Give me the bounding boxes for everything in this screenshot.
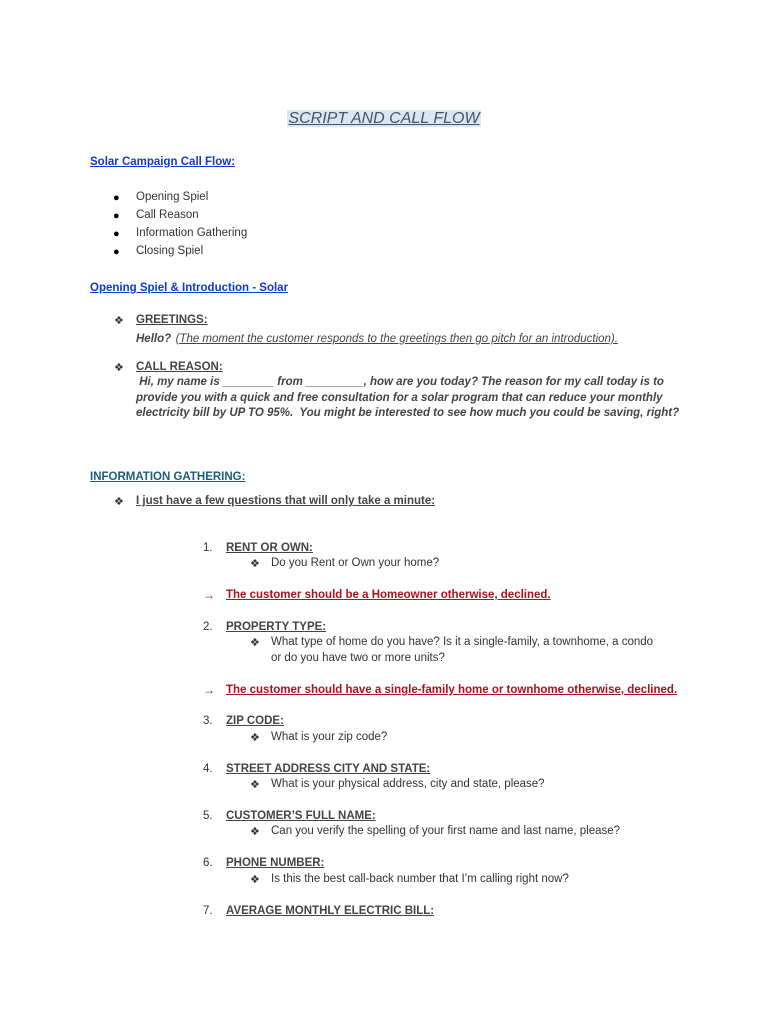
question-label: STREET ADDRESS CITY AND STATE:	[226, 763, 431, 775]
diamond-bullet-icon: ❖	[114, 362, 124, 374]
arrow-right-icon: →	[203, 588, 215, 602]
question-number: 3.	[203, 715, 213, 727]
call-reason-line: electricity bill by UP TO 95%. You might be interested to see how much you could be saving, right?	[136, 407, 680, 419]
question-number: 2.	[203, 621, 213, 633]
question-number: 6.	[203, 857, 213, 869]
call-reason-label: CALL REASON:	[136, 361, 223, 373]
greetings-label: GREETINGS:	[136, 314, 208, 326]
arrow-right-icon: →	[203, 683, 215, 697]
question-text: What is your physical address, city and state, please?	[271, 778, 545, 790]
question-text: What type of home do you have? Is it a single-family, a townhome, a condo	[271, 636, 654, 648]
greetings-note: (The moment the customer responds to the greetings then go pitch for an introduction).	[175, 333, 618, 345]
question-number: 4.	[203, 763, 213, 775]
diamond-bullet-icon: ❖	[250, 826, 260, 838]
call-flow-item: Information Gathering	[136, 227, 248, 239]
call-flow-item: Opening Spiel	[136, 191, 209, 203]
bullet-dot-icon: ●	[113, 246, 120, 258]
question-text: Do you Rent or Own your home?	[271, 557, 440, 569]
diamond-bullet-icon: ❖	[250, 558, 260, 570]
bullet-dot-icon: ●	[113, 228, 120, 240]
diamond-bullet-icon: ❖	[114, 496, 124, 508]
page-title-container	[0, 110, 768, 128]
question-number: 5.	[203, 810, 213, 822]
call-flow-item: Call Reason	[136, 209, 199, 221]
opening-heading[interactable]: Opening Spiel & Introduction - Solar	[90, 282, 289, 294]
owner-requirement-note: The customer should be a Homeowner otherwise, declined.	[226, 589, 551, 601]
call-flow-heading[interactable]: Solar Campaign Call Flow:	[90, 156, 236, 168]
diamond-bullet-icon: ❖	[250, 874, 260, 886]
bullet-dot-icon: ●	[113, 210, 120, 222]
question-label: RENT OR OWN:	[226, 542, 313, 554]
property-requirement-note: The customer should have a single-family home or townhome otherwise, declined.	[226, 684, 678, 696]
page-title: SCRIPT AND CALL FLOW	[288, 110, 480, 127]
diamond-bullet-icon: ❖	[250, 779, 260, 791]
question-text-continued: or do you have two or more units?	[271, 652, 445, 664]
question-label: ZIP CODE:	[226, 715, 284, 727]
question-number: 1.	[203, 542, 213, 554]
question-number: 7.	[203, 905, 213, 917]
call-reason-line: provide you with a quick and free consultation for a solar program that can reduce your monthly	[136, 392, 663, 404]
call-reason-line: Hi, my name is ________ from _________, how are you today? The reason for my call today is to	[136, 376, 664, 388]
info-intro: I just have a few questions that will only take a minute:	[136, 495, 436, 507]
call-flow-item: Closing Spiel	[136, 245, 204, 257]
question-text: Is this the best call-back number that I’m calling right now?	[271, 873, 569, 885]
greetings-hello: Hello?	[136, 333, 172, 345]
info-heading[interactable]: INFORMATION GATHERING:	[90, 471, 246, 483]
diamond-bullet-icon: ❖	[250, 637, 260, 649]
bullet-dot-icon: ●	[113, 192, 120, 204]
question-text: Can you verify the spelling of your first name and last name, please?	[271, 825, 621, 837]
question-label: AVERAGE MONTHLY ELECTRIC BILL:	[226, 905, 435, 917]
greetings-line	[136, 329, 618, 347]
diamond-bullet-icon: ❖	[250, 732, 260, 744]
question-label: PHONE NUMBER:	[226, 857, 325, 869]
question-label: PROPERTY TYPE:	[226, 621, 327, 633]
question-label: CUSTOMER’S FULL NAME:	[226, 810, 376, 822]
diamond-bullet-icon: ❖	[114, 315, 124, 327]
question-text: What is your zip code?	[271, 731, 388, 743]
